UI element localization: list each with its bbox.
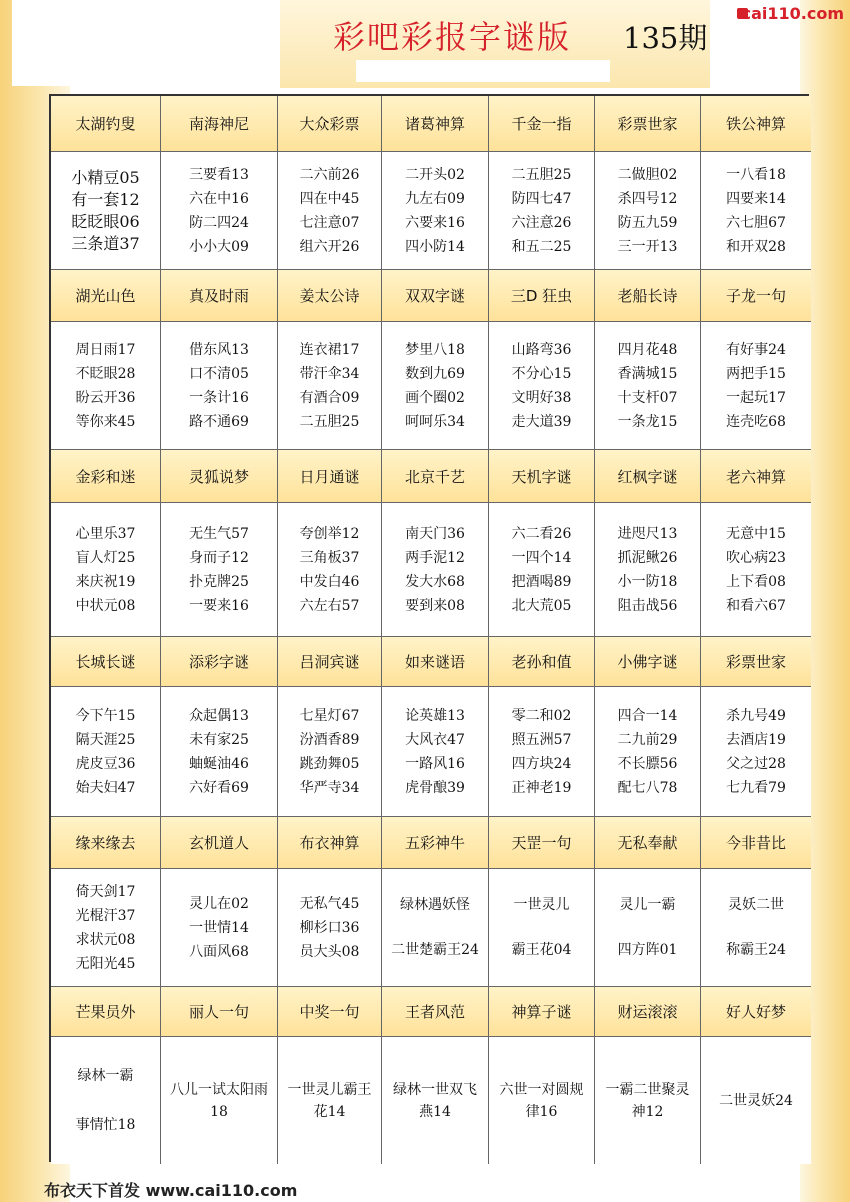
riddle-line: 夸创举12 [299, 525, 360, 542]
riddle-line: 身而子12 [189, 549, 249, 566]
column-header: 红枫字谜 [595, 450, 701, 503]
riddle-line: 六注意26 [511, 214, 572, 231]
page-title: 彩吧彩报字谜版 [333, 18, 572, 56]
riddle-line: 六二看26 [511, 525, 572, 542]
riddle-cell [382, 869, 489, 987]
riddle-line: 一条龙15 [617, 413, 678, 430]
riddle-line: 八儿一试太阳雨18 [170, 1081, 268, 1120]
riddle-line: 带汗伞34 [299, 365, 360, 382]
column-header: 子龙一句 [701, 270, 811, 322]
column-header: 神算子谜 [489, 987, 595, 1037]
header-blank-area [12, 0, 280, 86]
riddle-line: 大风衣47 [405, 731, 465, 748]
riddle-line: 画个圈02 [405, 389, 465, 406]
riddle-line: 八面风68 [189, 943, 249, 960]
riddle-line: 三一开13 [617, 238, 678, 255]
riddle-line: 六左右57 [299, 597, 360, 614]
riddle-line: 杀四号12 [617, 190, 678, 207]
column-header: 大众彩票 [278, 96, 382, 152]
riddle-line: 走大道39 [511, 413, 572, 430]
riddle-line: 一条计16 [189, 389, 249, 406]
riddle-line: 跳劲舞05 [299, 755, 360, 772]
riddle-line: 一路风16 [405, 755, 465, 772]
riddle-line: 一八看18 [726, 166, 786, 183]
column-header: 布衣神算 [278, 817, 382, 869]
riddle-line: 绿林遇妖怪 [400, 897, 470, 914]
riddle-line: 灵儿在02 [189, 895, 249, 912]
riddle-line: 借东风13 [189, 341, 249, 358]
riddle-cell [489, 687, 595, 817]
riddle-line: 一要来16 [189, 597, 249, 614]
column-header: 三D 狂虫 [489, 270, 595, 322]
riddle-line: 灵妖二世 [728, 897, 784, 914]
column-header: 如来谜语 [382, 637, 489, 687]
riddle-cell [701, 1037, 811, 1164]
riddle-cell [701, 503, 811, 637]
riddle-line: 二五胆25 [299, 413, 360, 430]
riddle-line: 一霸二世聚灵神12 [605, 1081, 690, 1120]
riddle-line: 灵儿一霸 [619, 897, 676, 914]
riddle-line: 照五洲57 [511, 731, 572, 748]
riddle-cell [278, 322, 382, 450]
riddle-line: 防四七47 [511, 190, 572, 207]
riddle-cell [701, 869, 811, 987]
riddle-line: 香满城15 [617, 365, 678, 382]
riddle-line: 小一防18 [617, 573, 678, 590]
column-header: 好人好梦 [701, 987, 811, 1037]
riddle-line: 无意中15 [726, 525, 786, 542]
riddle-line: 去酒店19 [726, 731, 786, 748]
riddle-line: 无生气57 [189, 525, 249, 542]
column-header: 彩票世家 [701, 637, 811, 687]
column-header: 玄机道人 [161, 817, 278, 869]
riddle-line: 一世情14 [189, 919, 249, 936]
riddle-line: 把酒喝89 [511, 573, 572, 590]
riddle-line: 扑克牌25 [189, 573, 249, 590]
riddle-line: 论英雄13 [405, 707, 465, 724]
riddle-line: 和看六67 [726, 597, 786, 614]
riddle-cell [595, 1037, 701, 1164]
column-header: 小佛字谜 [595, 637, 701, 687]
riddle-line: 称霸王24 [726, 941, 786, 958]
riddle-line: 二六前26 [299, 166, 360, 183]
column-header: 铁公神算 [701, 96, 811, 152]
riddle-line: 四要来14 [726, 190, 786, 207]
riddle-line: 防五九59 [617, 214, 678, 231]
riddle-line: 连壳吃68 [726, 413, 786, 430]
riddle-line: 虎骨酿39 [405, 779, 465, 796]
riddle-line: 员大头08 [299, 943, 360, 960]
riddle-line: 三要看13 [189, 166, 249, 183]
riddle-line: 吹心病23 [726, 549, 786, 566]
riddle-line: 无阳光45 [75, 955, 136, 972]
riddle-line: 两把手15 [726, 365, 786, 382]
riddle-line: 四方块24 [511, 755, 572, 772]
riddle-cell [595, 503, 701, 637]
column-header: 姜太公诗 [278, 270, 382, 322]
riddle-line: 来庆祝19 [75, 573, 136, 590]
riddle-line: 等你来45 [75, 413, 136, 430]
riddle-cell [161, 1037, 278, 1164]
riddle-line: 小精豆05 [71, 167, 140, 187]
riddle-line: 绿林一世双飞燕14 [393, 1081, 477, 1120]
riddle-line: 六世一对圆规律16 [499, 1081, 584, 1120]
riddle-cell [489, 152, 595, 270]
riddle-line: 上下看08 [726, 573, 786, 590]
riddle-line: 数到九69 [405, 365, 465, 382]
column-header: 天罡一句 [489, 817, 595, 869]
riddle-line: 二开头02 [405, 166, 465, 183]
riddle-cell [701, 152, 811, 270]
riddle-line: 六在中16 [189, 190, 249, 207]
riddle-cell [161, 869, 278, 987]
riddle-line: 零二和02 [511, 707, 572, 724]
riddle-cell [161, 687, 278, 817]
riddle-line: 南天门36 [405, 525, 465, 542]
riddle-cell [489, 322, 595, 450]
riddle-line: 二五胆25 [511, 166, 572, 183]
riddle-line: 文明好38 [511, 389, 572, 406]
riddle-line: 二九前29 [617, 731, 678, 748]
riddle-line: 和五二25 [511, 238, 572, 255]
column-header: 老六神算 [701, 450, 811, 503]
column-header: 今非昔比 [701, 817, 811, 869]
column-header: 千金一指 [489, 96, 595, 152]
column-header: 缘来缘去 [51, 817, 161, 869]
riddle-line: 防二四24 [189, 214, 249, 231]
riddle-line: 抓泥鳅26 [617, 549, 678, 566]
column-header: 财运滚滚 [595, 987, 701, 1037]
column-header: 老船长诗 [595, 270, 701, 322]
riddle-cell [278, 869, 382, 987]
riddle-line: 周日雨17 [75, 341, 136, 358]
riddle-cell [51, 869, 161, 987]
riddle-line: 绿林一霸 [77, 1067, 134, 1084]
column-header: 太湖钓叟 [51, 96, 161, 152]
riddle-cell [278, 1037, 382, 1164]
riddle-cell [382, 1037, 489, 1164]
riddle-cell [278, 687, 382, 817]
footer-credit: 布衣天下首发 www.cai110.com [44, 1181, 298, 1200]
riddle-line: 二世灵妖24 [719, 1092, 793, 1109]
riddle-line: 杀九号49 [726, 707, 786, 724]
riddle-line: 始夫妇47 [75, 779, 136, 796]
column-header: 彩票世家 [595, 96, 701, 152]
column-header: 长城长谜 [51, 637, 161, 687]
brand-site: cai110.com [741, 4, 844, 23]
riddle-table [49, 94, 809, 1162]
riddle-line: 众起偶13 [189, 707, 249, 724]
riddle-line: 阻击战56 [617, 597, 678, 614]
riddle-line: 四月花48 [617, 341, 678, 358]
column-header: 日月通谜 [278, 450, 382, 503]
riddle-line: 汾酒香89 [299, 731, 360, 748]
riddle-cell [701, 687, 811, 817]
riddle-line: 盼云开36 [75, 389, 136, 406]
riddle-line: 求状元08 [75, 931, 136, 948]
column-header: 灵狐说梦 [161, 450, 278, 503]
riddle-cell [51, 152, 161, 270]
riddle-line: 华严寺34 [299, 779, 360, 796]
riddle-line: 四小防14 [405, 238, 465, 255]
riddle-cell [161, 152, 278, 270]
riddle-cell [161, 503, 278, 637]
riddle-cell [278, 503, 382, 637]
riddle-line: 不长膘56 [617, 755, 678, 772]
riddle-line: 二做胆02 [617, 166, 678, 183]
riddle-line: 眨眨眼06 [71, 211, 140, 231]
riddle-line: 有一套12 [71, 189, 140, 209]
riddle-line: 霸王花04 [511, 941, 572, 958]
riddle-line: 一世灵儿霸王花14 [287, 1081, 372, 1120]
riddle-line: 四方阵01 [617, 941, 678, 958]
riddle-line: 两手泥12 [405, 549, 465, 566]
riddle-line: 虎皮豆36 [75, 755, 136, 772]
riddle-line: 正神老19 [511, 779, 572, 796]
riddle-line: 六好看69 [189, 779, 249, 796]
riddle-line: 中状元08 [75, 597, 136, 614]
riddle-cell [161, 322, 278, 450]
riddle-cell [489, 503, 595, 637]
riddle-line: 小小大09 [189, 238, 249, 255]
riddle-line: 山路弯36 [511, 341, 572, 358]
riddle-line: 要到来08 [405, 597, 465, 614]
riddle-line: 蚰蜒油46 [189, 755, 249, 772]
riddle-line: 不分心15 [511, 365, 572, 382]
riddle-cell [489, 869, 595, 987]
riddle-cell [51, 687, 161, 817]
column-header: 北京千艺 [382, 450, 489, 503]
riddle-line: 七注意07 [299, 214, 360, 231]
column-header: 南海神尼 [161, 96, 278, 152]
riddle-line: 北大荒05 [511, 597, 572, 614]
riddle-line: 隔天涯25 [75, 731, 136, 748]
riddle-cell [595, 869, 701, 987]
column-header: 无私奉献 [595, 817, 701, 869]
column-header: 吕洞宾谜 [278, 637, 382, 687]
riddle-line: 父之过28 [726, 755, 786, 772]
riddle-line: 六要来16 [405, 214, 465, 231]
riddle-line: 未有家25 [189, 731, 249, 748]
riddle-line: 和开双28 [726, 238, 786, 255]
riddle-line: 中发白46 [299, 573, 360, 590]
column-header: 中奖一句 [278, 987, 382, 1037]
column-header: 诸葛神算 [382, 96, 489, 152]
riddle-line: 事情忙18 [75, 1117, 136, 1134]
riddle-cell [382, 152, 489, 270]
riddle-cell [51, 503, 161, 637]
riddle-line: 有酒合09 [299, 389, 360, 406]
riddle-cell [382, 322, 489, 450]
riddle-line: 光棍汗37 [75, 907, 136, 924]
riddle-cell [701, 322, 811, 450]
riddle-line: 柳杉口36 [299, 919, 360, 936]
riddle-cell [489, 1037, 595, 1164]
column-header: 双双字谜 [382, 270, 489, 322]
riddle-cell [51, 1037, 161, 1164]
riddle-cell [595, 687, 701, 817]
riddle-cell [595, 152, 701, 270]
column-header: 添彩字谜 [161, 637, 278, 687]
riddle-line: 一四个14 [511, 549, 572, 566]
riddle-line: 连衣裙17 [299, 341, 360, 358]
riddle-cell [278, 152, 382, 270]
riddle-line: 组六开26 [299, 238, 360, 255]
header-blank-strip [356, 60, 610, 82]
column-header: 湖光山色 [51, 270, 161, 322]
riddle-line: 配七八78 [617, 779, 678, 796]
riddle-line: 呵呵乐34 [405, 413, 465, 430]
riddle-cell [595, 322, 701, 450]
riddle-cell [382, 503, 489, 637]
riddle-line: 三条道37 [71, 233, 140, 253]
column-header: 天机字谜 [489, 450, 595, 503]
riddle-line: 盲人灯25 [75, 549, 136, 566]
riddle-line: 二世楚霸王24 [391, 941, 479, 958]
column-header: 五彩神牛 [382, 817, 489, 869]
riddle-line: 四合一14 [617, 707, 678, 724]
riddle-line: 发大水68 [405, 573, 465, 590]
riddle-line: 梦里八18 [405, 341, 465, 358]
riddle-line: 六七胆67 [726, 214, 786, 231]
riddle-line: 七九看79 [726, 779, 786, 796]
column-header: 芒果员外 [51, 987, 161, 1037]
riddle-line: 不眨眼28 [75, 365, 136, 382]
column-header: 王者风范 [382, 987, 489, 1037]
riddle-line: 心里乐37 [75, 525, 136, 542]
riddle-line: 三角板37 [299, 549, 360, 566]
riddle-line: 无私气45 [299, 895, 360, 912]
column-header: 老孙和值 [489, 637, 595, 687]
riddle-line: 七星灯67 [299, 707, 360, 724]
riddle-line: 有好事24 [726, 341, 786, 358]
riddle-cell [51, 322, 161, 450]
riddle-line: 倚天剑17 [75, 883, 136, 900]
riddle-line: 今下午15 [75, 707, 136, 724]
column-header: 真及时雨 [161, 270, 278, 322]
riddle-line: 十支杆07 [617, 389, 678, 406]
riddle-line: 路不通69 [189, 413, 249, 430]
riddle-line: 口不清05 [189, 365, 249, 382]
riddle-line: 四在中45 [299, 190, 360, 207]
issue-number: 135期 [623, 21, 708, 55]
riddle-line: 九左右09 [405, 190, 465, 207]
column-header: 丽人一句 [161, 987, 278, 1037]
column-header: 金彩和迷 [51, 450, 161, 503]
riddle-cell [382, 687, 489, 817]
riddle-line: 一起玩17 [726, 389, 786, 406]
riddle-line: 一世灵儿 [513, 897, 570, 914]
riddle-line: 进咫尺13 [617, 525, 678, 542]
